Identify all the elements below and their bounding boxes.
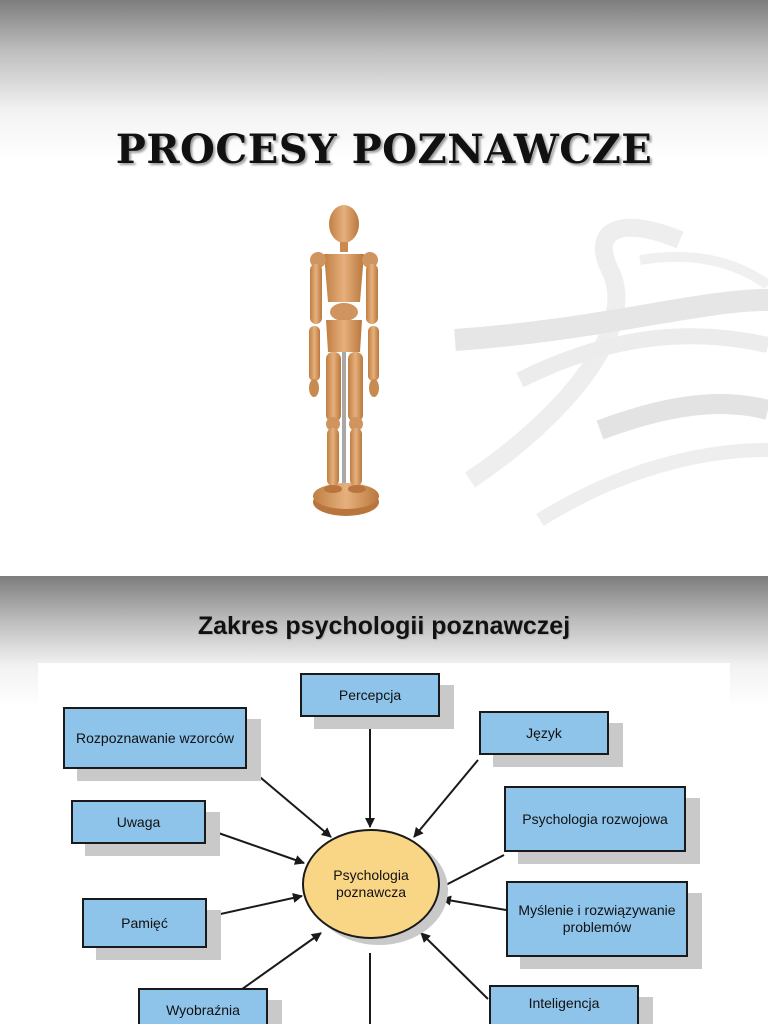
arrow-pamiec xyxy=(207,896,302,917)
center-psychologia-poznawcza: Psychologia poznawcza xyxy=(302,829,440,939)
arrow-psych-rozwojowa xyxy=(438,855,504,889)
wooden-mannequin-image xyxy=(290,202,400,542)
box-uwaga: Uwaga xyxy=(71,800,206,844)
arrow-myslenie xyxy=(442,899,506,910)
slide-title: PROCESY POZNAWCZE xyxy=(115,126,653,173)
box-psychologia-rozwojowa: Psychologia rozwojowa xyxy=(504,786,686,852)
arrow-jezyk xyxy=(414,760,478,837)
arrow-uwaga xyxy=(207,829,304,863)
slide-title: Zakres psychologii poznawczej xyxy=(197,612,571,640)
box-rozpoznawanie-wzorcow: Rozpoznawanie wzorców xyxy=(63,707,247,769)
box-myslenie: Myślenie i rozwiązywanie problemów xyxy=(506,881,688,957)
box-percepcja: Percepcja xyxy=(300,673,440,717)
box-pamiec: Pamięć xyxy=(82,898,207,948)
cognitive-psychology-diagram xyxy=(38,663,730,1024)
box-inteligencja: Inteligencja xyxy=(489,985,639,1024)
slide-2 xyxy=(0,576,768,1024)
arrow-inteligencja xyxy=(421,933,488,999)
arrow-wyobraznia xyxy=(238,933,321,992)
box-jezyk: Język xyxy=(479,711,609,755)
arrow-rozpoznawanie xyxy=(248,767,331,837)
box-wyobraznia: Wyobraźnia xyxy=(138,988,268,1024)
